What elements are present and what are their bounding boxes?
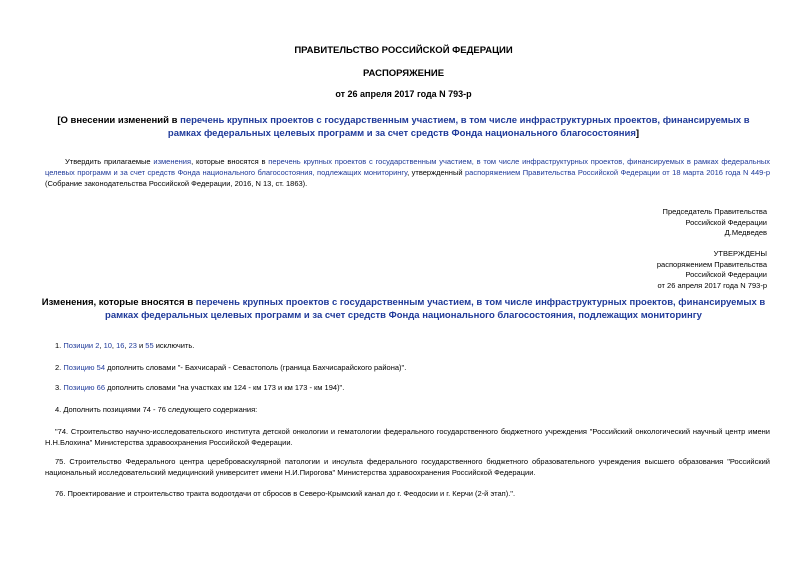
title-open: [О внесении изменений в xyxy=(57,115,181,126)
intro-paragraph xyxy=(45,156,770,189)
position-54-link[interactable]: Позицию 54 xyxy=(63,363,105,372)
approval-heading: УТВЕРЖДЕНЫ xyxy=(713,249,767,258)
document-title xyxy=(40,114,767,140)
order-date-number: от 26 апреля 2017 года N 793-р xyxy=(335,89,472,99)
approval-date: от 26 апреля 2017 года N 793-р xyxy=(657,280,767,290)
item-74-text: "74. Строительство научно-исследовательского института детской онкологии и гематологии федерального государственного бюджетного учреждения "Российский онкологический научный центр имени Н.Н.Блохина" Министерства здравоохранения Российской Федерации. xyxy=(45,427,770,447)
title-project-list-link[interactable]: перечень крупных проектов с государственным участием, в том числе инфраструктурных проектов, финансируемых в рамках федеральных целевых программ и за счет средств Фонда национального благосостояния xyxy=(167,115,750,139)
list-item xyxy=(45,488,770,499)
intro-text-4: (Собрание законодательства Российской Федерации, 2016, N 13, ст. 1863). xyxy=(45,179,308,188)
item-1-number: 1. xyxy=(55,341,64,350)
government-heading: ПРАВИТЕЛЬСТВО РОССИЙСКОЙ ФЕДЕРАЦИИ xyxy=(294,45,513,56)
list-item xyxy=(45,362,770,373)
changes-title xyxy=(40,296,767,322)
approval-line-2: распоряжением Правительства xyxy=(656,259,767,269)
position-10-link[interactable]: 10 xyxy=(103,341,112,350)
item-1-rest: исключить. xyxy=(153,341,195,350)
project-list-link[interactable]: перечень крупных проектов с государственным участием, в том числе инфраструктурных проектов, финансируемых в рамках федеральных целевых программ и за счет средств Фонда национального благосостояния, подлежащих мониторингу xyxy=(45,157,770,177)
item-4-text: 4. Дополнить позициями 74 - 76 следующего содержания: xyxy=(55,405,258,414)
position-55-link[interactable]: 55 xyxy=(145,341,154,350)
position-66-link[interactable]: Позицию 66 xyxy=(63,383,105,392)
intro-text-3: , утвержденный xyxy=(407,168,465,177)
intro-text-1: Утвердить прилагаемые xyxy=(65,157,154,166)
item-3-rest: дополнить словами "на участках км 124 - км 173 и км 173 - км 194)". xyxy=(105,383,345,392)
intro-text-2: , которые вносятся в xyxy=(191,157,269,166)
item-3-number: 3. xyxy=(55,383,64,392)
approval-block xyxy=(467,249,767,291)
signature-position: Председатель Правительства xyxy=(662,207,767,216)
item-2-rest: дополнить словами "- Бахчисарай - Севастополь (граница Бахчисарайского района)". xyxy=(105,363,407,372)
approval-line-3: Российской Федерации xyxy=(685,270,767,279)
position-16-link[interactable]: 16 xyxy=(116,341,125,350)
changes-link[interactable]: изменения xyxy=(153,157,192,166)
changes-title-link[interactable]: перечень крупных проектов с государственным участием, в том числе инфраструктурных проектов, финансируемых в рамках федеральных целевых программ и за счет средств Фонда национального благосостояния, подлежащих мониторингу xyxy=(105,297,766,321)
list-item xyxy=(45,404,770,415)
item-2-number: 2. xyxy=(55,363,64,372)
changes-title-text: Изменения, которые вносятся в xyxy=(41,297,196,308)
order-type-heading: РАСПОРЯЖЕНИЕ xyxy=(362,68,445,79)
list-item xyxy=(45,340,770,351)
item-75-text: 75. Строительство Федерального центра цереброваскулярной патологии и инсульта федерального государственного бюджетного образовательного учреждения высшего образования "Российский национальный исследовательский медицинский университет имени Н.И.Пирогова" Министерства здравоохранения Российской Федерации. xyxy=(45,457,770,477)
signature-block xyxy=(467,207,767,239)
sep: , xyxy=(111,341,117,350)
positions-link[interactable]: Позиции xyxy=(63,341,94,350)
signature-country: Российской Федерации xyxy=(685,217,767,227)
list-item xyxy=(45,426,770,448)
list-item xyxy=(45,456,770,478)
item-76-text: 76. Проектирование и строительство тракта водоотдачи от сбросов в Северо-Крымский канал до г. Феодосии и г. Керчи (2-й этап).". xyxy=(55,489,516,498)
sep: , xyxy=(124,341,129,350)
sep: и xyxy=(136,341,146,350)
position-2-link[interactable]: 2 xyxy=(95,341,100,350)
list-item xyxy=(45,382,770,393)
order-449-link[interactable]: распоряжением Правительства Российской Федерации от 18 марта 2016 года N 449-р xyxy=(464,168,771,177)
signature-name: Д.Медведев xyxy=(724,228,767,237)
title-close: ] xyxy=(635,128,640,139)
sep: , xyxy=(99,341,104,350)
position-23-link[interactable]: 23 xyxy=(128,341,137,350)
